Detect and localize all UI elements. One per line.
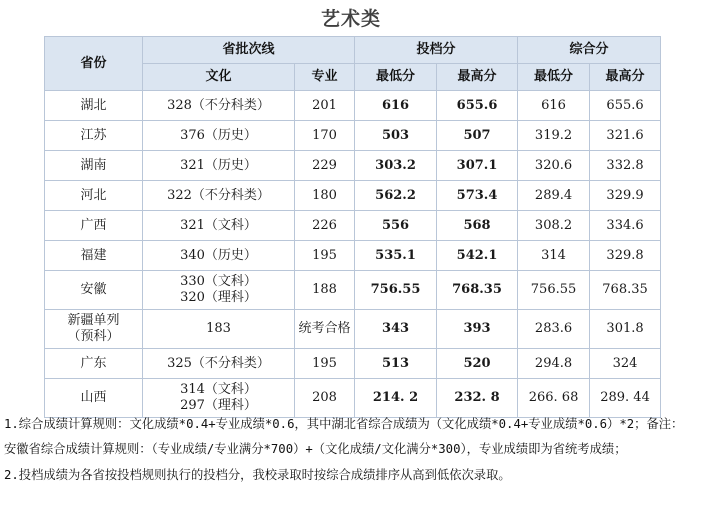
cell-combined-max: 324 bbox=[590, 349, 661, 379]
table-row bbox=[45, 151, 661, 181]
cell-combined-min: 756.55 bbox=[518, 271, 590, 310]
cell-major: 180 bbox=[295, 181, 355, 211]
cell-filing-min: 535.1 bbox=[355, 241, 437, 271]
header-combined-max: 最高分 bbox=[590, 64, 661, 91]
cell-culture: 376（历史） bbox=[143, 121, 295, 151]
cell-combined-min: 319.2 bbox=[518, 121, 590, 151]
cell-province: 山西 bbox=[45, 379, 143, 418]
cell-filing-max: 655.6 bbox=[437, 91, 518, 121]
cell-combined-min: 289.4 bbox=[518, 181, 590, 211]
cell-filing-min: 556 bbox=[355, 211, 437, 241]
cell-province: 湖南 bbox=[45, 151, 143, 181]
cell-combined-min: 616 bbox=[518, 91, 590, 121]
page-title: 艺术类 bbox=[320, 8, 381, 30]
cell-combined-max: 289. 44 bbox=[590, 379, 661, 418]
cell-culture: 325（不分科类） bbox=[143, 349, 295, 379]
cell-combined-max: 301.8 bbox=[590, 310, 661, 349]
cell-major: 195 bbox=[295, 349, 355, 379]
cell-major: 201 bbox=[295, 91, 355, 121]
table-row bbox=[45, 379, 661, 418]
cell-filing-min: 503 bbox=[355, 121, 437, 151]
cell-culture-line: 320（理科） bbox=[180, 290, 257, 305]
admission-score-table bbox=[44, 36, 661, 418]
cell-combined-max: 329.9 bbox=[590, 181, 661, 211]
cell-filing-max: 568 bbox=[437, 211, 518, 241]
header-combined-score: 综合分 bbox=[518, 37, 661, 64]
cell-province: 湖北 bbox=[45, 91, 143, 121]
cell-filing-max: 768.35 bbox=[437, 271, 518, 310]
cell-province-line: 新疆单列 bbox=[67, 313, 120, 328]
cell-combined-min: 266. 68 bbox=[518, 379, 590, 418]
note-anhui: 安徽省综合成绩计算规则：（专业成绩/专业满分*700）+（文化成绩/文化满分*300），专业成绩即为省统考成绩； bbox=[4, 442, 627, 456]
cell-combined-min: 320.6 bbox=[518, 151, 590, 181]
cell-combined-max: 768.35 bbox=[590, 271, 661, 310]
table-row bbox=[45, 271, 661, 310]
header-filing-min: 最低分 bbox=[355, 64, 437, 91]
cell-culture-line: 314（文科） bbox=[180, 382, 257, 397]
cell-major: 188 bbox=[295, 271, 355, 310]
cell-filing-min: 562.2 bbox=[355, 181, 437, 211]
cell-filing-max: 232. 8 bbox=[437, 379, 518, 418]
header-province-line: 省批次线 bbox=[143, 37, 355, 64]
cell-culture: 183 bbox=[143, 310, 295, 349]
cell-major: 统考合格 bbox=[295, 310, 355, 349]
cell-province: 广东 bbox=[45, 349, 143, 379]
cell-province: 河北 bbox=[45, 181, 143, 211]
header-culture: 文化 bbox=[143, 64, 295, 91]
cell-combined-min: 314 bbox=[518, 241, 590, 271]
cell-filing-min: 616 bbox=[355, 91, 437, 121]
cell-culture: 322（不分科类） bbox=[143, 181, 295, 211]
cell-culture: 321（文科） bbox=[143, 211, 295, 241]
cell-combined-max: 655.6 bbox=[590, 91, 661, 121]
cell-major: 195 bbox=[295, 241, 355, 271]
cell-combined-max: 334.6 bbox=[590, 211, 661, 241]
header-major: 专业 bbox=[295, 64, 355, 91]
notes bbox=[4, 416, 698, 484]
cell-filing-min: 513 bbox=[355, 349, 437, 379]
cell-filing-max: 542.1 bbox=[437, 241, 518, 271]
cell-combined-min: 308.2 bbox=[518, 211, 590, 241]
cell-filing-max: 573.4 bbox=[437, 181, 518, 211]
cell-filing-min: 343 bbox=[355, 310, 437, 349]
cell-major: 226 bbox=[295, 211, 355, 241]
cell-culture: 321（历史） bbox=[143, 151, 295, 181]
cell-culture: 340（历史） bbox=[143, 241, 295, 271]
cell-culture bbox=[143, 379, 295, 418]
note-2: 2.投档成绩为各省按投档规则执行的投档分，我校录取时按综合成绩排序从高到低依次录取。 bbox=[4, 468, 511, 482]
cell-filing-min: 303.2 bbox=[355, 151, 437, 181]
header-combined-min: 最低分 bbox=[518, 64, 590, 91]
cell-filing-max: 507 bbox=[437, 121, 518, 151]
note-1: 1.综合成绩计算规则：文化成绩*0.4+专业成绩*0.6，其中湖北省综合成绩为（文化成绩*0.4+专业成绩*0.6）*2；备注： bbox=[4, 417, 684, 431]
cell-combined-max: 332.8 bbox=[590, 151, 661, 181]
cell-filing-max: 307.1 bbox=[437, 151, 518, 181]
table-row bbox=[45, 91, 661, 121]
table-row bbox=[45, 121, 661, 151]
header-filing-max: 最高分 bbox=[437, 64, 518, 91]
cell-culture-line: 330（文科） bbox=[180, 274, 257, 289]
cell-combined-min: 283.6 bbox=[518, 310, 590, 349]
cell-province: 江苏 bbox=[45, 121, 143, 151]
cell-major: 208 bbox=[295, 379, 355, 418]
cell-culture bbox=[143, 271, 295, 310]
cell-filing-min: 756.55 bbox=[355, 271, 437, 310]
table-row bbox=[45, 349, 661, 379]
cell-culture: 328（不分科类） bbox=[143, 91, 295, 121]
cell-culture-line: 297（理科） bbox=[180, 398, 257, 413]
cell-major: 229 bbox=[295, 151, 355, 181]
cell-combined-max: 329.8 bbox=[590, 241, 661, 271]
cell-combined-min: 294.8 bbox=[518, 349, 590, 379]
cell-filing-max: 520 bbox=[437, 349, 518, 379]
cell-filing-min: 214. 2 bbox=[355, 379, 437, 418]
table-row bbox=[45, 181, 661, 211]
cell-filing-max: 393 bbox=[437, 310, 518, 349]
header-province: 省份 bbox=[45, 37, 143, 91]
table-row bbox=[45, 211, 661, 241]
cell-major: 170 bbox=[295, 121, 355, 151]
header-filing-score: 投档分 bbox=[355, 37, 518, 64]
cell-province bbox=[45, 310, 143, 349]
cell-province-line: （预科） bbox=[67, 329, 120, 344]
cell-province: 安徽 bbox=[45, 271, 143, 310]
cell-combined-max: 321.6 bbox=[590, 121, 661, 151]
cell-province: 福建 bbox=[45, 241, 143, 271]
table-row bbox=[45, 310, 661, 349]
table-row bbox=[45, 241, 661, 271]
cell-province: 广西 bbox=[45, 211, 143, 241]
